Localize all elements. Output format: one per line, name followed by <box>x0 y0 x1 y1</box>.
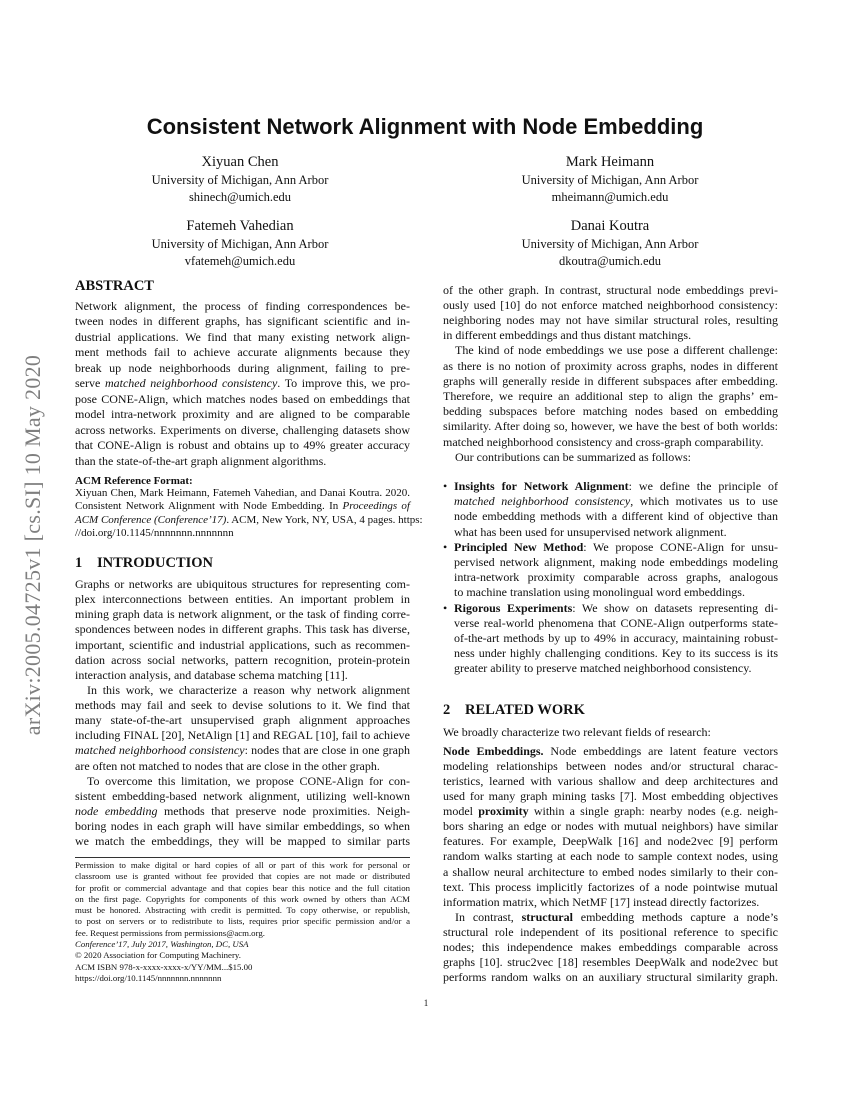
italic-text: Proceedings of <box>342 500 410 513</box>
author-name: Fatemeh Vahedian <box>186 218 294 234</box>
related-work-intro: We broadly characterize two relevant fields of research: <box>443 724 711 739</box>
text-line: dustrial applications. We find that many existing network align- <box>75 329 410 344</box>
text-run: : we define the principle of <box>628 479 778 493</box>
bullet-icon: • <box>443 479 448 493</box>
author-block <box>440 217 780 270</box>
text-line: matched neighborhood consistency and cross-graph comparability. <box>443 434 764 449</box>
abstract-body <box>75 299 410 469</box>
text-line: across networks. Experiments on diverse, challenging datasets show <box>75 422 410 437</box>
paragraph <box>443 343 778 449</box>
text-line: bors sharing an edge or nodes with mutual neighbors) have similar <box>443 819 778 834</box>
text-line: features. For example, DeepWalk [16] and node2vec [9] perform <box>443 834 778 849</box>
paragraph <box>75 774 410 850</box>
text-line: ment methods fail to achieve accurate alignments because they <box>75 345 410 360</box>
italic-text: matched neighborhood consistency <box>454 494 631 509</box>
text-line: a shallow neural architecture to embed nodes similarly to their con- <box>443 864 778 879</box>
text-line <box>443 744 778 759</box>
paragraph <box>443 910 778 986</box>
isbn-line: ACM ISBN 978-x-xxxx-xxxx-x/YY/MM...$15.00 <box>75 961 253 972</box>
text-line: model intra-network proximity and are aligned to be comparable <box>75 407 410 422</box>
text-line: boring nodes in each graph will have similar embeddings, so when <box>75 819 410 833</box>
arxiv-stamp: arXiv:2005.04725v1 [cs.SI] 10 May 2020 <box>20 354 45 736</box>
paragraph <box>75 683 410 774</box>
introduction-continued <box>443 283 778 465</box>
text-run: , which motivates us to use <box>630 494 778 509</box>
text-line: verse real-world phenomena that CONE-Align outperforms state- <box>454 615 778 630</box>
copyright-line: © 2020 Association for Computing Machinery. <box>75 950 241 961</box>
text-line: Network alignment, the process of finding correspondences be- <box>75 299 410 313</box>
paragraph <box>443 283 778 344</box>
text-line: sistent embedding-based network alignment, utilizing well-known <box>75 788 410 803</box>
text-line: that CONE-Align is robust and obtains up to 49% greater accuracy <box>75 438 410 453</box>
text-line: what has been used for unsupervised network alignment. <box>454 524 727 539</box>
text-line: for profit or commercial advantage and that copies bear this notice and the full citation <box>75 882 410 893</box>
text-run: within a single graph: nearby nodes (e.g. neigh- <box>528 804 779 818</box>
text-line: text. This process implicitly factorizes of a node pointwise mutual <box>443 879 778 894</box>
italic-text: ACM Conference (Conference’17) <box>75 513 227 526</box>
author-block <box>70 153 410 206</box>
author-name: Mark Heimann <box>565 154 655 170</box>
author-affiliation: University of Michigan, Ann Arbor <box>521 237 699 251</box>
paragraph <box>443 450 778 465</box>
text-line <box>454 494 778 509</box>
text-run: In contrast, <box>455 909 522 924</box>
author-email: shinech@umich.edu <box>188 190 292 204</box>
text-run: Consistent Network Alignment with Node Embedding. In <box>75 500 343 513</box>
bullet-icon: • <box>443 539 448 554</box>
text-line: random walks starting at each node to sample context nodes, using <box>443 849 778 864</box>
text-run: model <box>443 804 479 818</box>
page-number: 1 <box>423 998 429 1008</box>
related-work-body <box>443 744 778 986</box>
section-number: 2 <box>443 702 451 718</box>
text-line <box>454 601 778 616</box>
text-line: must be honored. Abstracting with credit is permitted. To copy otherwise, or republish, <box>75 905 410 916</box>
section-heading-introduction <box>75 555 410 572</box>
introduction-body <box>75 577 410 849</box>
text-line <box>75 743 410 758</box>
text-line: break up node neighborhoods during alignment, failing to pre- <box>75 360 410 375</box>
text-line <box>454 540 778 555</box>
text-line: are often not matched to nodes that are close in the other graph. <box>75 758 380 773</box>
text-run: : We propose CONE-Align for unsu- <box>583 539 778 554</box>
acm-reference-text <box>75 487 423 541</box>
contribution-item <box>443 540 778 601</box>
text-line: plex interconnections between entities. An important problem in <box>75 592 410 607</box>
text-line: interaction analysis, and database schema matching [11]. <box>75 667 348 682</box>
text-run: serve <box>75 376 105 391</box>
text-line: graphs will generally reside in different subspaces after embedding. <box>443 373 778 388</box>
bold-text: Rigorous Experiments <box>454 600 573 615</box>
italic-text: matched neighborhood consistency <box>75 743 245 758</box>
text-line: The kind of node embeddings we use pose a different challenge: <box>455 343 778 358</box>
text-line: modeling relationships between nodes and/or structural charac- <box>443 758 778 773</box>
text-line: structural role independent of its positional reference to specific <box>443 925 778 939</box>
text-line: To overcome this limitation, we propose CONE-Align for con- <box>87 773 410 788</box>
text-line: greater ability to preserve matched neighborhood consistency. <box>454 661 752 676</box>
text-line: pose CONE-Align, which matches nodes based on embeddings that <box>75 391 410 406</box>
text-line: we match the embeddings, they will be mapped to similar parts <box>75 834 410 849</box>
permission-text <box>75 860 410 939</box>
copyright-footnote <box>75 860 410 984</box>
text-line: important, scientific and industrial applications, such as recommen- <box>75 637 410 652</box>
conference-info: Conference’17, July 2017, Washington, DC, USA <box>75 939 249 950</box>
text-line <box>443 804 778 819</box>
text-run: . ACM, New York, NY, USA, 4 pages. https: <box>226 513 423 526</box>
bold-text: structural <box>521 909 573 924</box>
bold-text: Principled New Method <box>454 539 584 554</box>
text-line: nodes; this independence makes embeddings comparable across <box>443 940 778 955</box>
text-line: spondences between nodes in different graphs. This task has diverse, <box>75 622 410 637</box>
text-line: //doi.org/10.1145/nnnnnnn.nnnnnnn <box>75 527 234 540</box>
author-block <box>70 217 410 270</box>
text-line <box>454 479 778 494</box>
text-line: node embedding methods with a different kind of objective than <box>454 509 778 524</box>
text-line: Xiyuan Chen, Mark Heimann, Fatemeh Vahedian, and Danai Koutra. 2020. <box>75 487 410 499</box>
text-line: of-the-art methods by up to 49% in accuracy, maintaining robust- <box>454 631 778 646</box>
text-run: : nodes that are close in one graph <box>244 743 410 758</box>
text-line <box>75 804 410 819</box>
contribution-item <box>443 479 778 540</box>
author-name: Danai Koutra <box>570 218 650 234</box>
text-line: ness under highly challenging conditions. Key to its success is its <box>454 646 778 661</box>
text-line: fee. Request permissions from permissions@acm.org. <box>75 927 265 938</box>
bold-text: proximity <box>478 804 529 818</box>
acm-reference-heading: ACM Reference Format: <box>75 475 193 487</box>
text-line: Our contributions can be summarized as follows: <box>455 449 691 464</box>
text-line: including FINAL [20], NetAlign [1] and REGAL [10], fail to achieve <box>75 728 410 743</box>
contribution-item <box>443 601 778 677</box>
bullet-icon: • <box>443 600 448 615</box>
text-line <box>75 500 410 513</box>
author-block <box>440 153 780 206</box>
section-title: INTRODUCTION <box>97 555 214 571</box>
text-line: Permission to make digital or hard copies of all or part of this work for personal or <box>75 860 410 870</box>
text-line: bedding subspaces before matching nodes based on embedding <box>443 404 778 419</box>
text-line: information matrix, which NetMF [17] instead directly factorizes. <box>443 894 760 909</box>
text-line: many state-of-the-art unsupervised graph alignment approaches <box>75 713 410 728</box>
author-affiliation: University of Michigan, Ann Arbor <box>151 173 329 187</box>
text-line: neighboring nodes may not have similar structural roles, resulting <box>443 312 778 327</box>
text-line: graphs [10]. struc2vec [18] resembles DeepWalk and node2vec but <box>443 955 778 970</box>
text-line: methods may fail and seek to devise solutions to it. We find that <box>75 698 410 712</box>
text-line: of the other graph. In contrast, structural node embeddings previ- <box>443 282 778 297</box>
contributions-list <box>443 479 778 677</box>
paragraph <box>75 299 410 469</box>
text-run: : We show on datasets representing di- <box>572 600 778 615</box>
text-run: methods that preserve node proximities. Neigh- <box>157 803 410 818</box>
paragraph <box>443 744 778 910</box>
text-line: performs random walks on an auxiliary structural similarity graph. <box>443 970 778 985</box>
text-line: as there is no notion of proximity across graphs, nodes in different <box>443 358 778 373</box>
text-line: tween nodes in different graphs, has significant scientific and in- <box>75 314 410 329</box>
text-run: . To improve this, we pro- <box>277 376 410 391</box>
author-affiliation: University of Michigan, Ann Arbor <box>521 173 699 187</box>
text-line: similarity. After doing so, however, we have the best of both worlds: <box>443 419 778 434</box>
text-line: to machine translation using monolingual word embeddings. <box>454 585 745 600</box>
section-heading-related-work <box>443 702 778 719</box>
author-email: vfatemeh@umich.edu <box>184 254 296 268</box>
footnote-rule <box>75 857 410 858</box>
text-line <box>75 513 423 527</box>
paragraph <box>75 577 410 683</box>
author-email: dkoutra@umich.edu <box>558 254 662 268</box>
text-line: Therefore, we require an additional step to align the graphs’ em- <box>443 388 778 403</box>
author-email: mheimann@umich.edu <box>551 190 669 204</box>
text-line: In this work, we characterize a reason why network alignment <box>87 682 410 697</box>
text-line: in different embeddings and thus distant matchings. <box>443 328 692 343</box>
text-line: pervised network alignment, making node embeddings modeling <box>454 555 778 570</box>
paragraph <box>75 487 423 541</box>
text-line: intra-network proximity comparable across graphs, analogous <box>454 570 778 585</box>
paper-title: Consistent Network Alignment with Node Embedding <box>146 114 704 139</box>
text-run: Node embeddings are latent feature vectors <box>543 743 778 758</box>
text-line: teristics, learned with various shallow and deep architectures and <box>443 773 778 788</box>
section-title: RELATED WORK <box>465 702 585 718</box>
text-line: mining graph data is network alignment, or the task of finding corre- <box>75 607 410 622</box>
author-affiliation: University of Michigan, Ann Arbor <box>151 237 329 251</box>
text-run: embedding methods capture a node’s <box>572 909 778 924</box>
author-name: Xiyuan Chen <box>201 154 279 170</box>
text-line: used for many graph mining tasks [7]. Most embedding objectives <box>443 788 778 803</box>
text-line: to post on servers or to redistribute to lists, requires prior specific permission and/or a <box>75 916 410 927</box>
doi-line: https://doi.org/10.1145/nnnnnnn.nnnnnnn <box>75 972 222 983</box>
italic-text: matched neighborhood consistency <box>104 376 278 391</box>
text-line: than the state-of-the-art graph alignment algorithms. <box>75 453 327 468</box>
bold-text: Insights for Network Alignment <box>454 479 629 493</box>
section-number: 1 <box>75 555 83 571</box>
bold-text: Node Embeddings. <box>443 743 544 758</box>
text-line: on the first page. Copyrights for components of this work owned by others than ACM <box>75 893 410 904</box>
abstract-heading: ABSTRACT <box>75 278 154 294</box>
text-line <box>75 376 410 391</box>
text-line: classroom use is granted without fee provided that copies are not made or distributed <box>75 871 410 882</box>
text-line <box>443 910 778 925</box>
italic-text: node embedding <box>75 803 158 818</box>
text-line: Graphs or networks are ubiquitous structures for representing com- <box>75 577 410 591</box>
text-line: dation across social networks, pattern recognition, protein-protein <box>75 652 410 667</box>
text-line: ously used [10] do not enforce matched neighborhood consistency: <box>443 297 778 312</box>
